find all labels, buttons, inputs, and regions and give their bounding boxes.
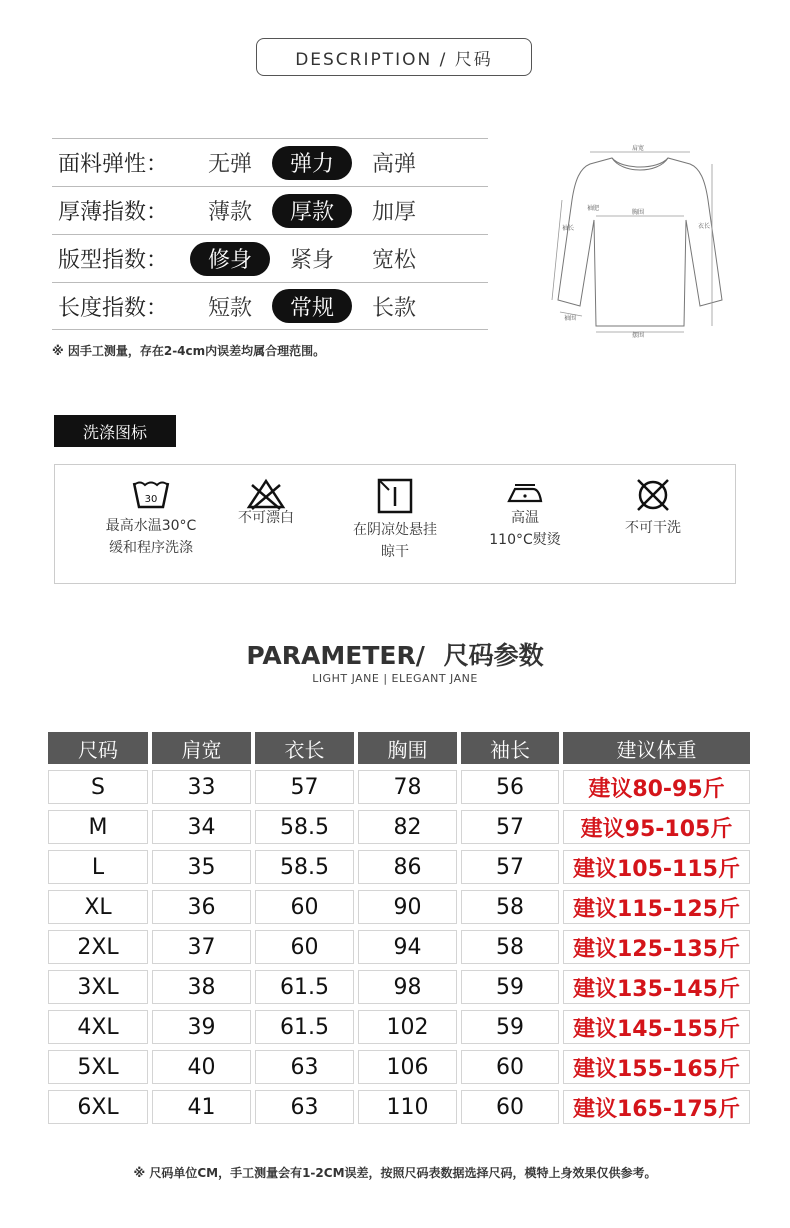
weight-cell: 建议105-115斤 — [563, 850, 750, 884]
sleeve-cell: 58 — [461, 930, 559, 964]
length-cell: 58.5 — [255, 810, 354, 844]
length-cell: 58.5 — [255, 850, 354, 884]
size-cell: 2XL — [48, 930, 148, 964]
attr-option: 薄款 — [207, 200, 252, 225]
attr-option: 高弹 — [371, 152, 416, 177]
size-cell: 4XL — [48, 1010, 148, 1044]
wash-text: 不可干洗 — [625, 520, 681, 536]
size-cell: XL — [48, 890, 148, 924]
attr-option-selected: 厚款 — [272, 194, 352, 228]
sleeve-cell: 60 — [461, 1090, 559, 1124]
sleeve-cell: 59 — [461, 1010, 559, 1044]
shoulder-cell: 35 — [152, 850, 251, 884]
size-note: ※ 尺码单位CM，手工测量会有1-2CM误差，按照尺码表数据选择尺码，模特上身效果仅供参考。 — [133, 1166, 657, 1180]
sleeve-cell: 60 — [461, 1050, 559, 1084]
shoulder-cell: 39 — [152, 1010, 251, 1044]
chest-cell: 110 — [358, 1090, 457, 1124]
wash-item — [585, 465, 721, 539]
wash-30-icon — [131, 477, 171, 511]
length-cell: 60 — [255, 930, 354, 964]
header-cell: 袖长 — [461, 732, 559, 764]
table-row — [48, 770, 750, 804]
length-cell: 57 — [255, 770, 354, 804]
diagram-label-length: 衣长 — [698, 223, 711, 230]
header-cell: 尺码 — [48, 732, 148, 764]
sleeve-cell: 59 — [461, 970, 559, 1004]
diagram-label-chest: 胸围 — [632, 209, 645, 216]
table-row — [48, 810, 750, 844]
length-cell: 61.5 — [255, 970, 354, 1004]
description-title: DESCRIPTION / 尺码 — [256, 38, 532, 76]
size-table-header — [48, 732, 750, 764]
wash-text: 晾干 — [381, 544, 409, 560]
chest-cell: 94 — [358, 930, 457, 964]
size-cell: L — [48, 850, 148, 884]
weight-cell: 建议155-165斤 — [563, 1050, 750, 1084]
size-cell: S — [48, 770, 148, 804]
attr-label: 长度指数： — [58, 295, 169, 321]
weight-cell: 建议95-105斤 — [563, 810, 750, 844]
attr-option: 宽松 — [371, 248, 416, 273]
attr-option: 紧身 — [289, 248, 334, 273]
no-dry-clean-icon — [633, 477, 673, 513]
iron-icon — [505, 477, 545, 507]
chest-cell: 102 — [358, 1010, 457, 1044]
table-row — [48, 970, 750, 1004]
weight-cell: 建议165-175斤 — [563, 1090, 750, 1124]
table-row — [48, 930, 750, 964]
wash-section-title: 洗涤图标 — [54, 415, 176, 447]
sleeve-cell: 58 — [461, 890, 559, 924]
length-cell: 61.5 — [255, 1010, 354, 1044]
size-cell: 3XL — [48, 970, 148, 1004]
parameter-title-en: PARAMETER/ — [246, 641, 425, 670]
shoulder-cell: 38 — [152, 970, 251, 1004]
line-dry-shade-icon — [375, 477, 415, 515]
attr-option-selected: 常规 — [272, 289, 352, 323]
length-cell: 63 — [255, 1090, 354, 1124]
table-row — [48, 850, 750, 884]
wash-text: 在阴凉处悬挂 — [353, 522, 437, 538]
attr-row-thickness — [52, 186, 488, 234]
sleeve-cell: 56 — [461, 770, 559, 804]
table-row — [48, 890, 750, 924]
wash-temp-label: 30 — [144, 494, 158, 505]
attr-option: 长款 — [371, 295, 416, 321]
parameter-title-cn: 尺码参数 — [443, 641, 544, 670]
attr-label: 厚薄指数： — [58, 200, 169, 225]
wash-text: 不可漂白 — [238, 510, 294, 526]
table-row — [48, 1090, 750, 1124]
chest-cell: 106 — [358, 1050, 457, 1084]
weight-cell: 建议145-155斤 — [563, 1010, 750, 1044]
diagram-label-shoulder: 肩宽 — [632, 145, 645, 152]
chest-cell: 78 — [358, 770, 457, 804]
diagram-label-armhole: 袖肥 — [587, 205, 600, 212]
attr-option-selected: 修身 — [190, 242, 270, 276]
wash-item — [198, 465, 334, 529]
wash-icons-panel — [54, 464, 736, 584]
attr-row-fit — [52, 234, 488, 282]
attr-option: 加厚 — [371, 200, 416, 225]
header-cell: 胸围 — [358, 732, 457, 764]
attr-row-elasticity — [52, 138, 488, 186]
wash-text: 缓和程序洗涤 — [109, 540, 193, 556]
shoulder-cell: 34 — [152, 810, 251, 844]
no-bleach-icon — [246, 477, 286, 511]
diagram-label-hem: 摆围 — [632, 332, 645, 339]
weight-cell: 建议115-125斤 — [563, 890, 750, 924]
attr-label: 版型指数： — [58, 248, 169, 273]
table-row — [48, 1050, 750, 1084]
length-cell: 60 — [255, 890, 354, 924]
wash-text: 最高水温30°C — [105, 518, 197, 534]
attr-option: 无弹 — [207, 152, 252, 177]
size-cell: M — [48, 810, 148, 844]
wash-item — [327, 465, 463, 563]
chest-cell: 82 — [358, 810, 457, 844]
measure-note: ※ 因手工测量，存在2-4cm内误差均属合理范围。 — [52, 344, 326, 358]
parameter-subtitle: LIGHT JANE | ELEGANT JANE — [312, 672, 478, 685]
sleeve-cell: 57 — [461, 810, 559, 844]
size-cell: 6XL — [48, 1090, 148, 1124]
shoulder-cell: 33 — [152, 770, 251, 804]
header-cell: 建议体重 — [563, 732, 750, 764]
size-table — [48, 732, 750, 1130]
shoulder-cell: 41 — [152, 1090, 251, 1124]
attr-row-length — [52, 282, 488, 330]
attr-label: 面料弹性： — [58, 152, 169, 177]
shirt-diagram — [550, 140, 730, 340]
chest-cell: 90 — [358, 890, 457, 924]
attr-option: 短款 — [207, 295, 252, 321]
weight-cell: 建议135-145斤 — [563, 970, 750, 1004]
attr-option-selected: 弹力 — [272, 146, 352, 180]
shoulder-cell: 37 — [152, 930, 251, 964]
wash-text: 110°C熨烫 — [489, 532, 561, 548]
attribute-table — [52, 138, 488, 330]
size-cell: 5XL — [48, 1050, 148, 1084]
diagram-label-sleeve: 袖长 — [562, 225, 575, 232]
shoulder-cell: 40 — [152, 1050, 251, 1084]
sleeve-cell: 57 — [461, 850, 559, 884]
chest-cell: 86 — [358, 850, 457, 884]
header-cell: 肩宽 — [152, 732, 251, 764]
length-cell: 63 — [255, 1050, 354, 1084]
weight-cell: 建议80-95斤 — [563, 770, 750, 804]
shoulder-cell: 36 — [152, 890, 251, 924]
table-row — [48, 1010, 750, 1044]
weight-cell: 建议125-135斤 — [563, 930, 750, 964]
chest-cell: 98 — [358, 970, 457, 1004]
wash-item — [457, 465, 593, 551]
wash-text: 高温 — [511, 510, 539, 526]
header-cell: 衣长 — [255, 732, 354, 764]
parameter-title — [0, 636, 790, 672]
diagram-label-cuff: 袖围 — [564, 315, 577, 322]
